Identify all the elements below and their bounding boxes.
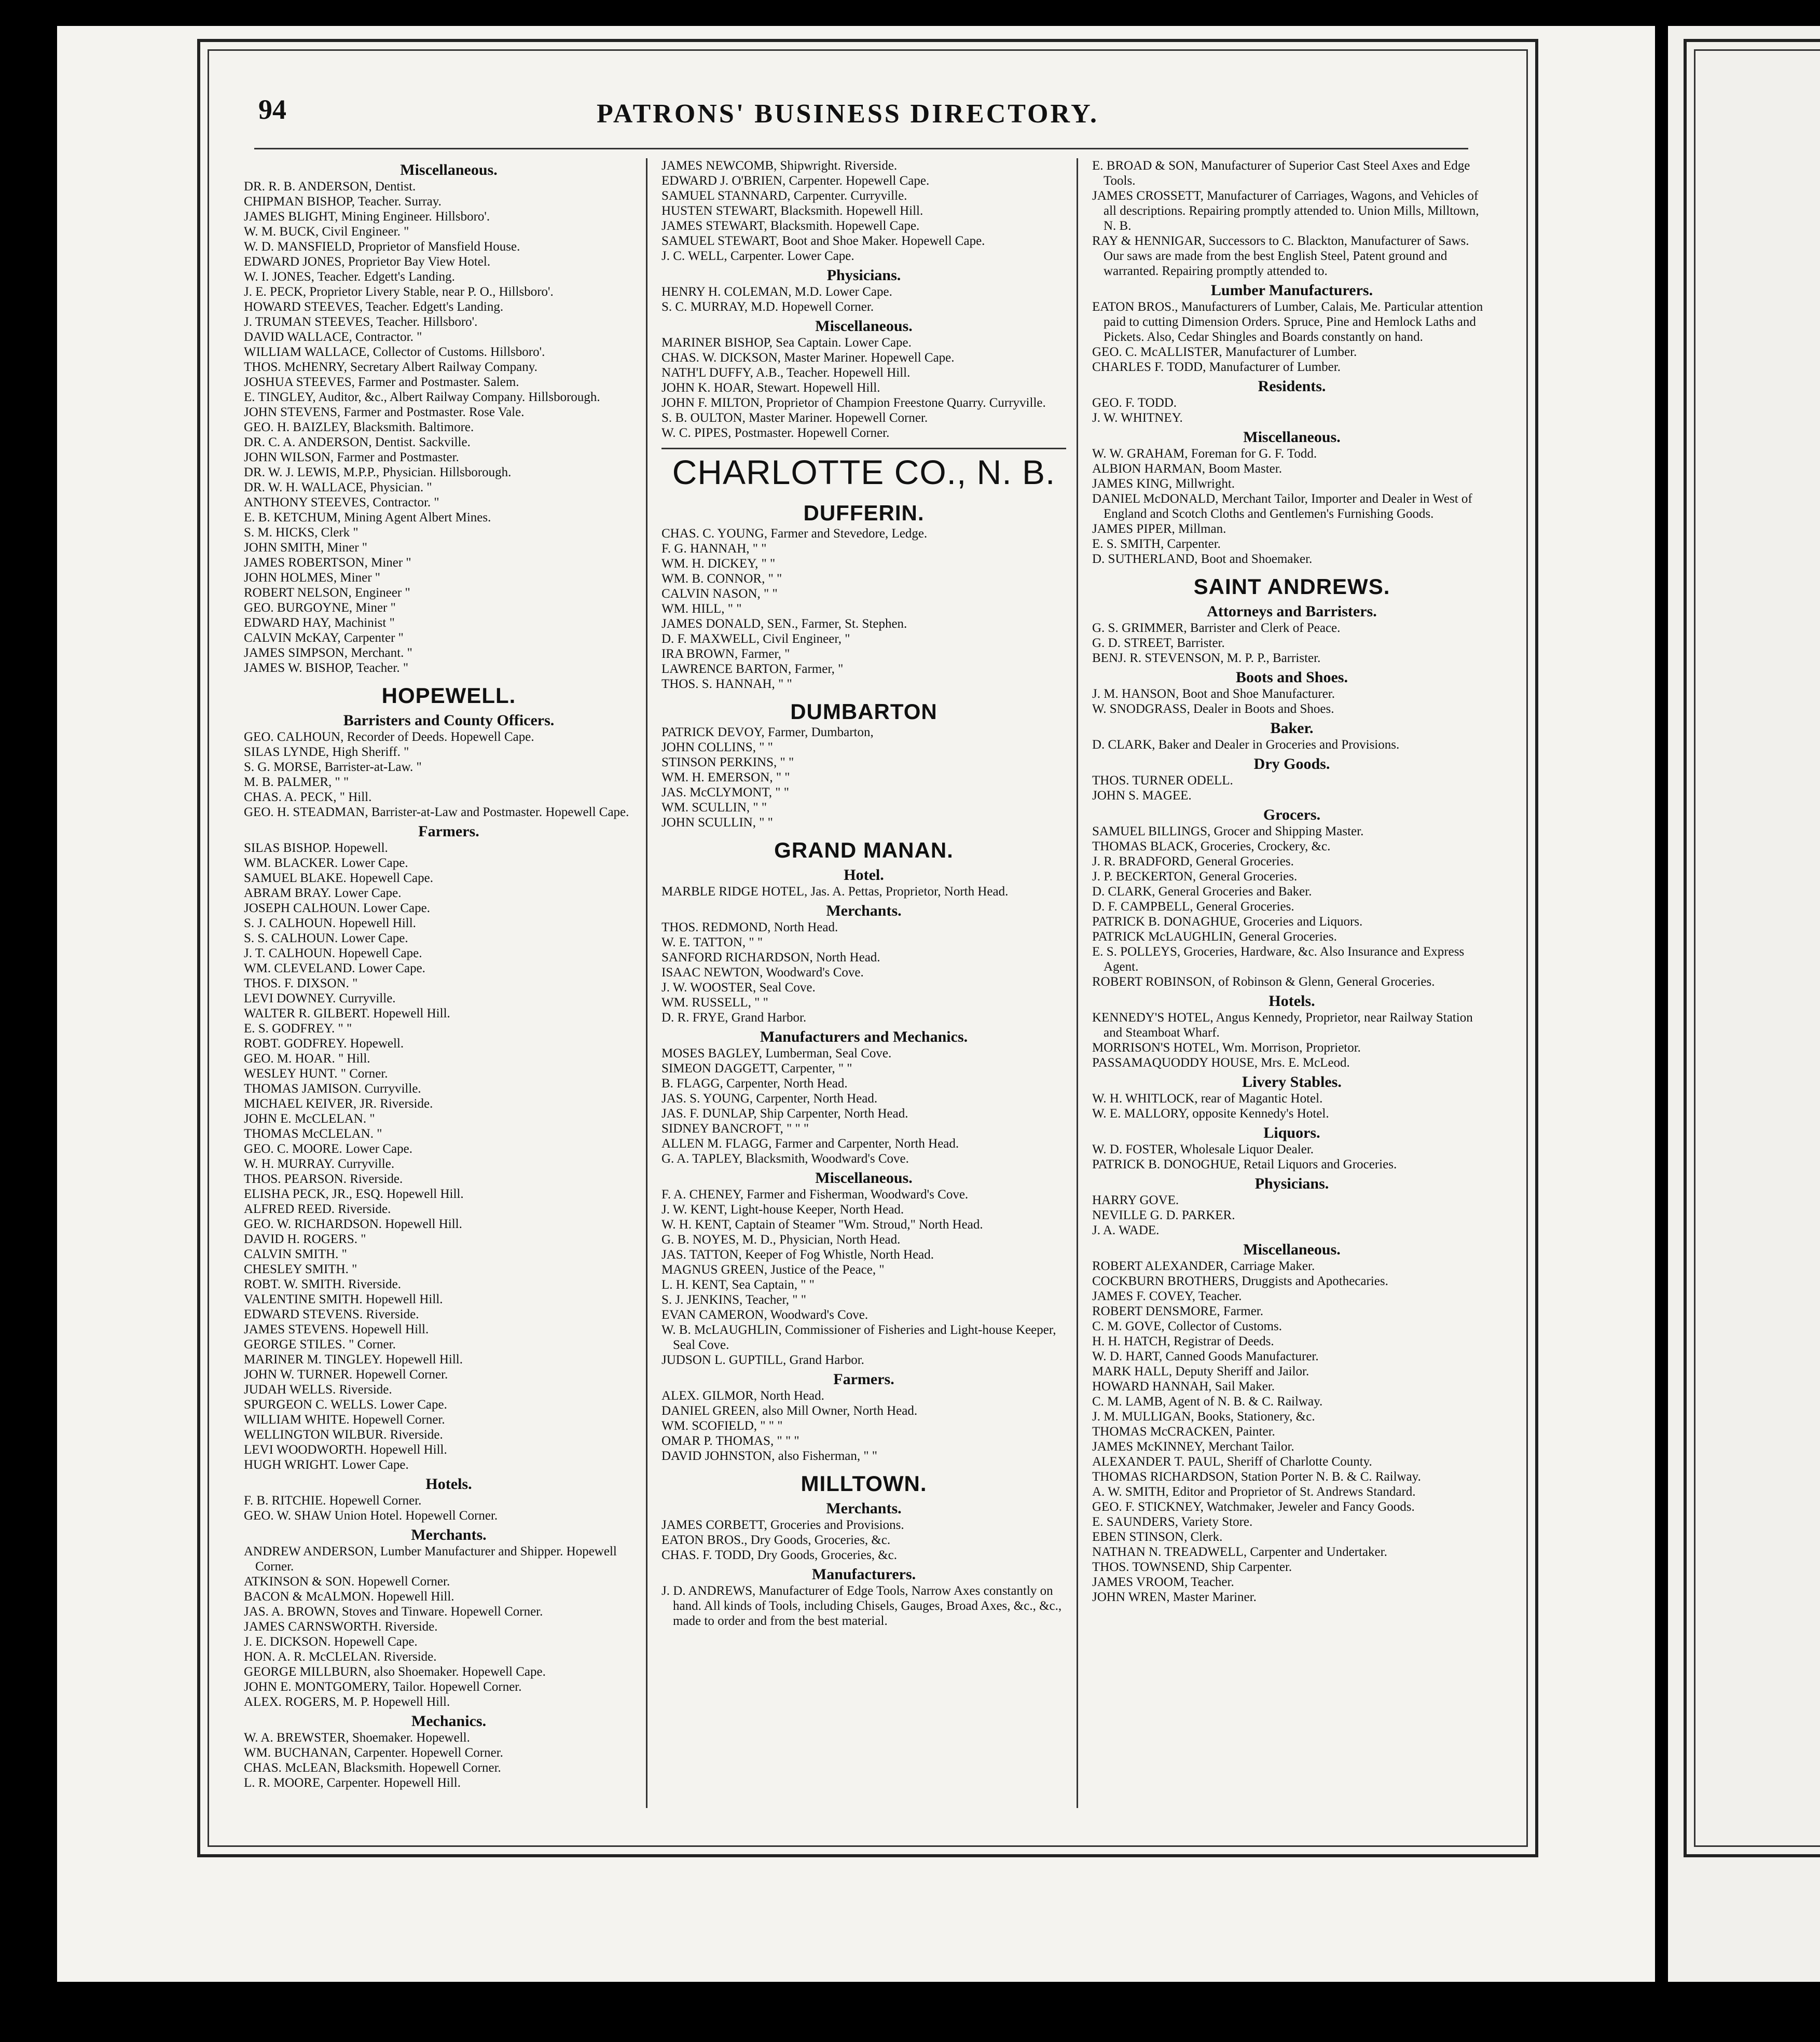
directory-entry: HUGH WRIGHT. Lower Cape. xyxy=(244,1458,409,1472)
directory-entry: DAVID JOHNSTON, also Fisherman, " " xyxy=(661,1449,878,1463)
directory-entry: JAMES STEVENS. Hopewell Hill. xyxy=(244,1322,429,1336)
directory-entry: WILLIAM WALLACE, Collector of Customs. Hillsboro'. xyxy=(244,345,545,359)
section-heading: Residents. xyxy=(1258,378,1326,395)
directory-entry: EDWARD HAY, Machinist " xyxy=(244,616,395,630)
directory-entry: JUDAH WELLS. Riverside. xyxy=(244,1383,392,1397)
directory-entry: JOHN HOLMES, Miner " xyxy=(244,571,380,585)
section-heading: Miscellaneous. xyxy=(815,1169,913,1186)
directory-entry: D. SUTHERLAND, Boot and Shoemaker. xyxy=(1092,552,1313,566)
header-rule xyxy=(254,148,1468,149)
directory-entry: HOWARD STEEVES, Teacher. Edgett's Landing. xyxy=(244,300,504,314)
directory-entry: JAMES McKINNEY, Merchant Tailor. xyxy=(1092,1440,1294,1454)
directory-entry: JAMES CARNSWORTH. Riverside. xyxy=(244,1620,438,1634)
section-heading: Merchants. xyxy=(826,902,902,919)
directory-entry: KENNEDY'S HOTEL, Angus Kennedy, Proprietor, near Railway Station and Steamboat Wharf. xyxy=(1092,1011,1473,1040)
section-heading: Barristers and County Officers. xyxy=(343,712,555,729)
directory-entry: THOS. PEARSON. Riverside. xyxy=(244,1172,403,1186)
section-heading: Merchants. xyxy=(826,1500,902,1517)
section-heading: Physicians. xyxy=(826,267,901,284)
section-heading: Physicians. xyxy=(1254,1175,1329,1192)
page-number: 94 xyxy=(258,94,286,125)
directory-entry: THOS. TURNER ODELL. xyxy=(1092,774,1233,788)
directory-entry: GEORGE STILES. " Corner. xyxy=(244,1337,396,1351)
directory-entry: G. S. GRIMMER, Barrister and Clerk of Peace. xyxy=(1092,621,1341,635)
directory-entry: W. H. WHITLOCK, rear of Magantic Hotel. xyxy=(1092,1092,1323,1106)
directory-entry: THOS. McHENRY, Secretary Albert Railway Company. xyxy=(244,360,537,374)
directory-entry: WILLIAM WHITE. Hopewell Corner. xyxy=(244,1413,445,1427)
directory-entry: DR. W. J. LEWIS, M.P.P., Physician. Hillsborough. xyxy=(244,465,512,479)
directory-entry: D. R. FRYE, Grand Harbor. xyxy=(661,1011,807,1025)
directory-entry: W. H. MURRAY. Curryville. xyxy=(244,1157,395,1171)
directory-entry: ROBT. GODFREY. Hopewell. xyxy=(244,1037,404,1051)
directory-entry: ROBT. W. SMITH. Riverside. xyxy=(244,1277,402,1291)
directory-entry: JAMES VROOM, Teacher. xyxy=(1092,1575,1234,1589)
section-heading: Farmers. xyxy=(833,1371,894,1388)
section-heading: Hotel. xyxy=(844,866,884,884)
directory-entry: THOS. REDMOND, North Head. xyxy=(661,920,838,934)
directory-entry: THOMAS BLACK, Groceries, Crockery, &c. xyxy=(1092,839,1331,853)
directory-entry: CALVIN NASON, " " xyxy=(661,587,778,601)
directory-entry: MARINER M. TINGLEY. Hopewell Hill. xyxy=(244,1353,463,1367)
directory-entry: ROBERT DENSMORE, Farmer. xyxy=(1092,1304,1263,1318)
directory-entry: J. D. ANDREWS, Manufacturer of Edge Tools, Narrow Axes constantly on hand. All kinds of Tools, including Chisels, Gauges, Broad Axes, &c., &c., made to order and from the best material. xyxy=(661,1584,1062,1628)
directory-entry: JOSHUA STEEVES, Farmer and Postmaster. Salem. xyxy=(244,375,519,389)
directory-entry: JAMES CORBETT, Groceries and Provisions. xyxy=(661,1518,904,1532)
directory-entry: E. SAUNDERS, Variety Store. xyxy=(1092,1515,1253,1529)
directory-entry: ALEX. GILMOR, North Head. xyxy=(661,1389,824,1403)
directory-entry: JAS. TATTON, Keeper of Fog Whistle, North Head. xyxy=(661,1248,934,1262)
directory-entry: H. H. HATCH, Registrar of Deeds. xyxy=(1092,1334,1274,1348)
directory-entry: NATHAN N. TREADWELL, Carpenter and Undertaker. xyxy=(1092,1545,1387,1559)
directory-entry: JUDSON L. GUPTILL, Grand Harbor. xyxy=(661,1353,864,1367)
directory-entry: JAMES F. COVEY, Teacher. xyxy=(1092,1289,1242,1303)
directory-entry: EVAN CAMERON, Woodward's Cove. xyxy=(661,1308,868,1322)
directory-entry: ANDREW ANDERSON, Lumber Manufacturer and Shipper. Hopewell Corner. xyxy=(244,1544,617,1574)
directory-entry: ALFRED REED. Riverside. xyxy=(244,1202,391,1216)
directory-entry: WM. H. DICKEY, " " xyxy=(661,557,776,571)
directory-entry: JOHN E. McCLELAN. " xyxy=(244,1112,375,1126)
directory-entry: THOMAS RICHARDSON, Station Porter N. B. & C. Railway. xyxy=(1092,1470,1421,1484)
directory-entry: EATON BROS., Manufacturers of Lumber, Calais, Me. Particular attention paid to cutting Dimension Orders. Spruce, Pine and Hemlock Laths and Pickets. Also, Cedar Shingles and Boards constantly on hand. xyxy=(1092,300,1483,344)
directory-column-1 xyxy=(244,158,654,1790)
directory-entry: JOSEPH CALHOUN. Lower Cape. xyxy=(244,901,430,915)
directory-entry: G. D. STREET, Barrister. xyxy=(1092,636,1225,650)
directory-entry: VALENTINE SMITH. Hopewell Hill. xyxy=(244,1292,443,1306)
directory-entry: SAMUEL BILLINGS, Grocer and Shipping Master. xyxy=(1092,824,1364,838)
directory-entry: JOHN SMITH, Miner " xyxy=(244,541,367,555)
directory-entry: W. M. BUCK, Civil Engineer. " xyxy=(244,225,409,239)
directory-entry: W. D. MANSFIELD, Proprietor of Mansfield House. xyxy=(244,240,520,254)
directory-entry: E. S. POLLEYS, Groceries, Hardware, &c. Also Insurance and Express Agent. xyxy=(1092,945,1465,974)
directory-entry: JOHN STEVENS, Farmer and Postmaster. Rose Vale. xyxy=(244,405,525,419)
directory-entry: GEO. C. MOORE. Lower Cape. xyxy=(244,1142,412,1156)
directory-entry: A. W. SMITH, Editor and Proprietor of St. Andrews Standard. xyxy=(1092,1485,1416,1499)
town-heading: HOPEWELL. xyxy=(381,683,516,708)
directory-entry: GEO. H. BAIZLEY, Blacksmith. Baltimore. xyxy=(244,420,474,434)
directory-entry: HUSTEN STEWART, Blacksmith. Hopewell Hill. xyxy=(661,204,923,218)
directory-entry: S. J. JENKINS, Teacher, " " xyxy=(661,1293,806,1307)
directory-entry: JAS. A. BROWN, Stoves and Tinware. Hopewell Corner. xyxy=(244,1605,543,1619)
directory-entry: THOS. S. HANNAH, " " xyxy=(661,677,792,691)
directory-entry: JAMES STEWART, Blacksmith. Hopewell Cape. xyxy=(661,219,920,233)
directory-entry: EATON BROS., Dry Goods, Groceries, &c. xyxy=(661,1533,891,1547)
directory-entry: D. CLARK, General Groceries and Baker. xyxy=(1092,885,1312,899)
directory-entry: JOHN K. HOAR, Stewart. Hopewell Hill. xyxy=(661,381,880,395)
directory-entry: CHAS. W. DICKSON, Master Mariner. Hopewell Cape. xyxy=(661,351,955,365)
directory-entry: MICHAEL KEIVER, JR. Riverside. xyxy=(244,1097,433,1111)
directory-entry: W. H. KENT, Captain of Steamer "Wm. Stroud," North Head. xyxy=(661,1218,983,1232)
directory-entry: WM. BUCHANAN, Carpenter. Hopewell Corner. xyxy=(244,1746,503,1760)
directory-entry: W. E. MALLORY, opposite Kennedy's Hotel. xyxy=(1092,1107,1329,1121)
directory-entry: HARRY GOVE. xyxy=(1092,1193,1179,1207)
directory-entry: J. M. HANSON, Boot and Shoe Manufacturer. xyxy=(1092,687,1335,701)
directory-entry: WM. CLEVELAND. Lower Cape. xyxy=(244,961,425,975)
directory-entry: PATRICK B. DONAGHUE, Groceries and Liquors. xyxy=(1092,915,1363,929)
directory-entry: GEO. CALHOUN, Recorder of Deeds. Hopewell Cape. xyxy=(244,730,534,744)
directory-entry: ELISHA PECK, JR., ESQ. Hopewell Hill. xyxy=(244,1187,464,1201)
directory-entry: J. W. WHITNEY. xyxy=(1092,411,1183,425)
section-heading: Manufacturers and Mechanics. xyxy=(760,1028,968,1045)
town-heading: DUFFERIN. xyxy=(803,501,925,525)
directory-entry: J. R. BRADFORD, General Groceries. xyxy=(1092,854,1294,868)
directory-entry: W. A. BREWSTER, Shoemaker. Hopewell. xyxy=(244,1731,470,1745)
directory-entry: EBEN STINSON, Clerk. xyxy=(1092,1530,1223,1544)
directory-entry: GEO. H. STEADMAN, Barrister-at-Law and Postmaster. Hopewell Cape. xyxy=(244,805,629,819)
section-heading: Liquors. xyxy=(1263,1124,1320,1141)
section-heading: Miscellaneous. xyxy=(815,318,913,335)
directory-entry: MARINER BISHOP, Sea Captain. Lower Cape. xyxy=(661,336,912,350)
running-head: PATRONS' BUSINESS DIRECTORY. xyxy=(597,99,1099,129)
directory-entry: WM. RUSSELL, " " xyxy=(661,996,768,1010)
section-heading: Miscellaneous. xyxy=(1243,1241,1341,1258)
directory-entry: JOHN W. TURNER. Hopewell Corner. xyxy=(244,1368,448,1382)
town-heading: SAINT ANDREWS. xyxy=(1193,574,1390,599)
directory-entry: COCKBURN BROTHERS, Druggists and Apothecaries. xyxy=(1092,1274,1388,1288)
directory-entry: ALBION HARMAN, Boom Master. xyxy=(1092,462,1282,476)
directory-entry: WESLEY HUNT. " Corner. xyxy=(244,1067,388,1081)
directory-entry: JAMES W. BISHOP, Teacher. " xyxy=(244,661,409,675)
section-heading: Dry Goods. xyxy=(1253,755,1330,772)
column-separator xyxy=(1077,158,1078,1808)
directory-entry: C. M. LAMB, Agent of N. B. & C. Railway. xyxy=(1092,1395,1323,1409)
section-heading: Manufacturers. xyxy=(811,1566,916,1583)
directory-entry: W. I. JONES, Teacher. Edgett's Landing. xyxy=(244,270,455,284)
directory-entry: J. C. WELL, Carpenter. Lower Cape. xyxy=(661,249,854,263)
directory-entry: W. B. McLAUGHLIN, Commissioner of Fisheries and Light-house Keeper, Seal Cove. xyxy=(661,1323,1056,1352)
directory-entry: J. E. DICKSON. Hopewell Cape. xyxy=(244,1635,418,1649)
directory-entry: ABRAM BRAY. Lower Cape. xyxy=(244,886,402,900)
directory-entry: ROBERT ROBINSON, of Robinson & Glenn, General Groceries. xyxy=(1092,975,1435,989)
directory-entry: WALTER R. GILBERT. Hopewell Hill. xyxy=(244,1006,450,1020)
directory-entry: DR. W. H. WALLACE, Physician. " xyxy=(244,480,432,494)
directory-entry: S. B. OULTON, Master Mariner. Hopewell Corner. xyxy=(661,411,928,425)
directory-entry: WELLINGTON WILBUR. Riverside. xyxy=(244,1428,443,1442)
section-heading: Grocers. xyxy=(1263,806,1321,823)
directory-entry: DR. C. A. ANDERSON, Dentist. Sackville. xyxy=(244,435,471,449)
directory-entry: DANIEL McDONALD, Merchant Tailor, Importer and Dealer in West of England and Scotch Cloths and Gentlemen's Furnishing Goods. xyxy=(1092,492,1472,521)
directory-entry: J. T. CALHOUN. Hopewell Cape. xyxy=(244,946,422,960)
directory-entry: WM. H. EMERSON, " " xyxy=(661,770,790,784)
directory-entry: HENRY H. COLEMAN, M.D. Lower Cape. xyxy=(661,285,892,299)
directory-entry: PATRICK DEVOY, Farmer, Dumbarton, xyxy=(661,725,874,739)
directory-entry: HOWARD HANNAH, Sail Maker. xyxy=(1092,1379,1275,1393)
directory-entry: SAMUEL STANNARD, Carpenter. Curryville. xyxy=(661,189,907,203)
directory-entry: RAY & HENNIGAR, Successors to C. Blackton, Manufacturer of Saws. Our saws are made from the best English Steel, Patent ground and warranted. Repairing promptly attended to. xyxy=(1092,234,1469,278)
directory-entry: J. W. KENT, Light-house Keeper, North Head. xyxy=(661,1203,904,1217)
directory-entry: WM. SCULLIN, " " xyxy=(661,801,767,815)
directory-entry: S. J. CALHOUN. Hopewell Hill. xyxy=(244,916,416,930)
directory-entry: J. TRUMAN STEEVES, Teacher. Hillsboro'. xyxy=(244,315,478,329)
directory-entry: JAMES BLIGHT, Mining Engineer. Hillsboro'. xyxy=(244,210,490,224)
directory-entry: JOHN WILSON, Farmer and Postmaster. xyxy=(244,450,459,464)
section-heading: Merchants. xyxy=(411,1526,487,1543)
directory-entry: JAMES ROBERTSON, Miner " xyxy=(244,556,411,570)
directory-entry: D. CLARK, Baker and Dealer in Groceries and Provisions. xyxy=(1092,738,1400,752)
directory-entry: D. F. MAXWELL, Civil Engineer, " xyxy=(661,632,850,646)
directory-entry: NATH'L DUFFY, A.B., Teacher. Hopewell Hill. xyxy=(661,366,911,380)
directory-entry: GEO. M. HOAR. " Hill. xyxy=(244,1052,370,1066)
directory-entry: EDWARD JONES, Proprietor Bay View Hotel. xyxy=(244,255,491,269)
directory-entry: W. D. FOSTER, Wholesale Liquor Dealer. xyxy=(1092,1142,1314,1156)
directory-entry: SAMUEL STEWART, Boot and Shoe Maker. Hopewell Cape. xyxy=(661,234,985,248)
directory-entry: M. B. PALMER, " " xyxy=(244,775,349,789)
directory-entry: GEO. W. RICHARDSON. Hopewell Hill. xyxy=(244,1217,462,1231)
directory-entry: SANFORD RICHARDSON, North Head. xyxy=(661,950,880,964)
directory-entry: GEO. BURGOYNE, Miner " xyxy=(244,601,396,615)
directory-entry: DR. R. B. ANDERSON, Dentist. xyxy=(244,180,416,194)
directory-entry: W. D. HART, Canned Goods Manufacturer. xyxy=(1092,1349,1319,1363)
directory-entry: JAS. F. DUNLAP, Ship Carpenter, North Head. xyxy=(661,1107,908,1121)
directory-entry: JOHN F. MILTON, Proprietor of Champion Freestone Quarry. Curryville. xyxy=(661,396,1046,410)
directory-entry: E. S. GODFREY. " " xyxy=(244,1022,352,1036)
directory-entry: DANIEL GREEN, also Mill Owner, North Head. xyxy=(661,1404,918,1418)
directory-entry: ALLEN M. FLAGG, Farmer and Carpenter, North Head. xyxy=(661,1137,959,1151)
directory-entry: JAS. S. YOUNG, Carpenter, North Head. xyxy=(661,1092,878,1106)
directory-entry: EDWARD STEVENS. Riverside. xyxy=(244,1307,419,1321)
directory-entry: THOMAS JAMISON. Curryville. xyxy=(244,1082,421,1096)
section-heading: Lumber Manufacturers. xyxy=(1210,282,1373,299)
directory-entry: CHESLEY SMITH. " xyxy=(244,1262,357,1276)
directory-entry: CHAS. McLEAN, Blacksmith. Hopewell Corner. xyxy=(244,1761,501,1775)
directory-entry: MARBLE RIDGE HOTEL, Jas. A. Pettas, Proprietor, North Head. xyxy=(661,885,1009,899)
directory-entry: L. R. MOORE, Carpenter. Hopewell Hill. xyxy=(244,1776,461,1790)
directory-entry: BENJ. R. STEVENSON, M. P. P., Barrister. xyxy=(1092,651,1321,665)
directory-entry: WM. BLACKER. Lower Cape. xyxy=(244,856,408,870)
directory-entry: CHAS. A. PECK, " Hill. xyxy=(244,790,372,804)
directory-entry: D. F. CAMPBELL, General Groceries. xyxy=(1092,900,1294,914)
directory-entry: JAS. McCLYMONT, " " xyxy=(661,785,789,799)
directory-entry: DAVID H. ROGERS. " xyxy=(244,1232,366,1246)
directory-entry: F. A. CHENEY, Farmer and Fisherman, Woodward's Cove. xyxy=(661,1188,969,1202)
section-heading: Baker. xyxy=(1270,720,1314,737)
section-heading: Attorneys and Barristers. xyxy=(1207,603,1377,620)
directory-entry: S. S. CALHOUN. Lower Cape. xyxy=(244,931,408,945)
directory-entry: BACON & McALMON. Hopewell Hill. xyxy=(244,1590,454,1604)
directory-entry: CHAS. C. YOUNG, Farmer and Stevedore, Ledge. xyxy=(661,527,928,541)
directory-entry: C. M. GOVE, Collector of Customs. xyxy=(1092,1319,1282,1333)
directory-entry: E. TINGLEY, Auditor, &c., Albert Railway Company. Hillsborough. xyxy=(244,390,600,404)
directory-entry: THOMAS McCRACKEN, Painter. xyxy=(1092,1425,1275,1439)
directory-entry: G. A. TAPLEY, Blacksmith, Woodward's Cove. xyxy=(661,1152,909,1166)
directory-entry: JAMES PIPER, Millman. xyxy=(1092,522,1226,536)
directory-entry: WM. B. CONNOR, " " xyxy=(661,572,782,586)
directory-entry: GEORGE MILLBURN, also Shoemaker. Hopewell Cape. xyxy=(244,1665,546,1679)
directory-entry: S. M. HICKS, Clerk " xyxy=(244,526,359,540)
directory-entry: DAVID WALLACE, Contractor. " xyxy=(244,330,422,344)
directory-column-3 xyxy=(1092,158,1492,1605)
directory-entry: E. BROAD & SON, Manufacturer of Superior Cast Steel Axes and Edge Tools. xyxy=(1092,159,1470,188)
directory-entry: OMAR P. THOMAS, " " " xyxy=(661,1434,799,1448)
directory-entry: W. E. TATTON, " " xyxy=(661,935,763,949)
directory-entry: IRA BROWN, Farmer, " xyxy=(661,647,790,661)
directory-entry: PASSAMAQUODDY HOUSE, Mrs. E. McLeod. xyxy=(1092,1056,1350,1070)
directory-entry: F. G. HANNAH, " " xyxy=(661,542,767,556)
directory-entry: STINSON PERKINS, " " xyxy=(661,755,794,769)
directory-entry: J. P. BECKERTON, General Groceries. xyxy=(1092,870,1298,884)
directory-entry: CHIPMAN BISHOP, Teacher. Surray. xyxy=(244,195,442,209)
directory-entry: W. SNODGRASS, Dealer in Boots and Shoes. xyxy=(1092,702,1334,716)
directory-entry: J. W. WOOSTER, Seal Cove. xyxy=(661,981,816,995)
directory-entry: JAMES KING, Millwright. xyxy=(1092,477,1235,491)
directory-entry: GEO. F. TODD. xyxy=(1092,396,1177,410)
directory-entry: JAMES NEWCOMB, Shipwright. Riverside. xyxy=(661,159,898,173)
directory-column-2 xyxy=(661,158,1066,1629)
section-heading: Boots and Shoes. xyxy=(1236,669,1348,686)
directory-entry: E. S. SMITH, Carpenter. xyxy=(1092,537,1221,551)
directory-entry: SILAS BISHOP. Hopewell. xyxy=(244,841,388,855)
directory-entry: B. FLAGG, Carpenter, North Head. xyxy=(661,1077,848,1091)
directory-entry: ISAAC NEWTON, Woodward's Cove. xyxy=(661,965,864,979)
directory-entry: ANTHONY STEEVES, Contractor. " xyxy=(244,495,439,509)
directory-entry: E. B. KETCHUM, Mining Agent Albert Mines. xyxy=(244,510,491,525)
town-heading: GRAND MANAN. xyxy=(774,838,954,862)
directory-entry: GEO. W. SHAW Union Hotel. Hopewell Corner. xyxy=(244,1509,498,1523)
directory-entry: MORRISON'S HOTEL, Wm. Morrison, Proprietor. xyxy=(1092,1041,1361,1055)
directory-entry: ROBERT ALEXANDER, Carriage Maker. xyxy=(1092,1259,1315,1273)
directory-entry: LAWRENCE BARTON, Farmer, " xyxy=(661,662,844,676)
directory-entry: JAMES DONALD, SEN., Farmer, St. Stephen. xyxy=(661,617,907,631)
directory-entry: J. E. PECK, Proprietor Livery Stable, near P. O., Hillsboro'. xyxy=(244,285,554,299)
directory-entry: CHAS. F. TODD, Dry Goods, Groceries, &c. xyxy=(661,1548,897,1562)
directory-entry: MOSES BAGLEY, Lumberman, Seal Cove. xyxy=(661,1046,892,1060)
directory-entry: J. M. MULLIGAN, Books, Stationery, &c. xyxy=(1092,1410,1315,1424)
section-heading: Miscellaneous. xyxy=(1243,429,1341,446)
directory-entry: ATKINSON & SON. Hopewell Corner. xyxy=(244,1575,450,1589)
directory-entry: THOMAS McCLELAN. " xyxy=(244,1127,382,1141)
directory-entry: S. G. MORSE, Barrister-at-Law. " xyxy=(244,760,422,774)
directory-entry: LEVI DOWNEY. Curryville. xyxy=(244,991,396,1005)
directory-entry: J. A. WADE. xyxy=(1092,1223,1160,1237)
directory-entry: JAMES CROSSETT, Manufacturer of Carriages, Wagons, and Vehicles of all descriptions. Repairing promptly attended to. Union Mills, Milltown, N. B. xyxy=(1092,189,1479,233)
directory-entry: WM. HILL, " " xyxy=(661,602,742,616)
directory-entry: PATRICK B. DONOGHUE, Retail Liquors and Groceries. xyxy=(1092,1157,1397,1171)
directory-entry: LEVI WOODWORTH. Hopewell Hill. xyxy=(244,1443,447,1457)
directory-entry: MARK HALL, Deputy Sheriff and Jailor. xyxy=(1092,1364,1309,1378)
directory-entry: CHARLES F. TODD, Manufacturer of Lumber. xyxy=(1092,360,1341,374)
directory-entry: NEVILLE G. D. PARKER. xyxy=(1092,1208,1235,1222)
directory-entry: JOHN WREN, Master Mariner. xyxy=(1092,1590,1257,1604)
directory-entry: SILAS LYNDE, High Sheriff. " xyxy=(244,745,409,759)
directory-entry: G. B. NOYES, M. D., Physician, North Head. xyxy=(661,1233,901,1247)
adjacent-page-border-inner xyxy=(1694,49,1820,1847)
directory-entry: SIDNEY BANCROFT, " " " xyxy=(661,1122,809,1136)
town-heading: DUMBARTON xyxy=(790,699,937,724)
section-heading: Hotels. xyxy=(425,1475,472,1493)
county-heading: CHARLOTTE CO., N. B. xyxy=(661,448,1066,493)
section-heading: Livery Stables. xyxy=(1242,1073,1342,1091)
directory-entry: ALEX. ROGERS, M. P. Hopewell Hill. xyxy=(244,1695,450,1709)
directory-entry: JOHN S. MAGEE. xyxy=(1092,789,1192,803)
directory-entry: F. B. RITCHIE. Hopewell Corner. xyxy=(244,1494,422,1508)
directory-entry: SIMEON DAGGETT, Carpenter, " " xyxy=(661,1061,852,1075)
directory-entry: SPURGEON C. WELLS. Lower Cape. xyxy=(244,1398,447,1412)
directory-entry: CALVIN McKAY, Carpenter " xyxy=(244,631,404,645)
section-heading: Hotels. xyxy=(1269,992,1315,1010)
directory-entry: JOHN E. MONTGOMERY, Tailor. Hopewell Corner. xyxy=(244,1680,522,1694)
section-heading: Miscellaneous. xyxy=(400,161,498,178)
directory-entry: JOHN SCULLIN, " " xyxy=(661,816,773,830)
directory-entry: W. W. GRAHAM, Foreman for G. F. Todd. xyxy=(1092,447,1317,461)
directory-entry: ALEXANDER T. PAUL, Sheriff of Charlotte County. xyxy=(1092,1455,1372,1469)
directory-entry: S. C. MURRAY, M.D. Hopewell Corner. xyxy=(661,300,874,314)
directory-entry: WM. SCOFIELD, " " " xyxy=(661,1419,783,1433)
town-heading: MILLTOWN. xyxy=(801,1471,927,1496)
directory-entry: GEO. F. STICKNEY, Watchmaker, Jeweler and Fancy Goods. xyxy=(1092,1500,1415,1514)
directory-entry: JOHN COLLINS, " " xyxy=(661,740,773,754)
directory-entry: PATRICK McLAUGHLIN, General Groceries. xyxy=(1092,930,1337,944)
directory-entry: SAMUEL BLAKE. Hopewell Cape. xyxy=(244,871,433,885)
directory-entry: GEO. C. McALLISTER, Manufacturer of Lumber. xyxy=(1092,345,1357,359)
section-heading: Mechanics. xyxy=(411,1713,487,1730)
directory-entry: CALVIN SMITH. " xyxy=(244,1247,347,1261)
directory-entry: JAMES SIMPSON, Merchant. " xyxy=(244,646,412,660)
directory-entry: THOS. F. DIXSON. " xyxy=(244,976,358,990)
directory-entry: ROBERT NELSON, Engineer " xyxy=(244,586,410,600)
directory-entry: W. C. PIPES, Postmaster. Hopewell Corner. xyxy=(661,426,890,440)
directory-entry: THOS. TOWNSEND, Ship Carpenter. xyxy=(1092,1560,1292,1574)
directory-entry: L. H. KENT, Sea Captain, " " xyxy=(661,1278,815,1292)
directory-entry: HON. A. R. McCLELAN. Riverside. xyxy=(244,1650,437,1664)
directory-entry: EDWARD J. O'BRIEN, Carpenter. Hopewell Cape. xyxy=(661,174,930,188)
directory-entry: MAGNUS GREEN, Justice of the Peace, " xyxy=(661,1263,885,1277)
section-heading: Farmers. xyxy=(418,823,479,840)
